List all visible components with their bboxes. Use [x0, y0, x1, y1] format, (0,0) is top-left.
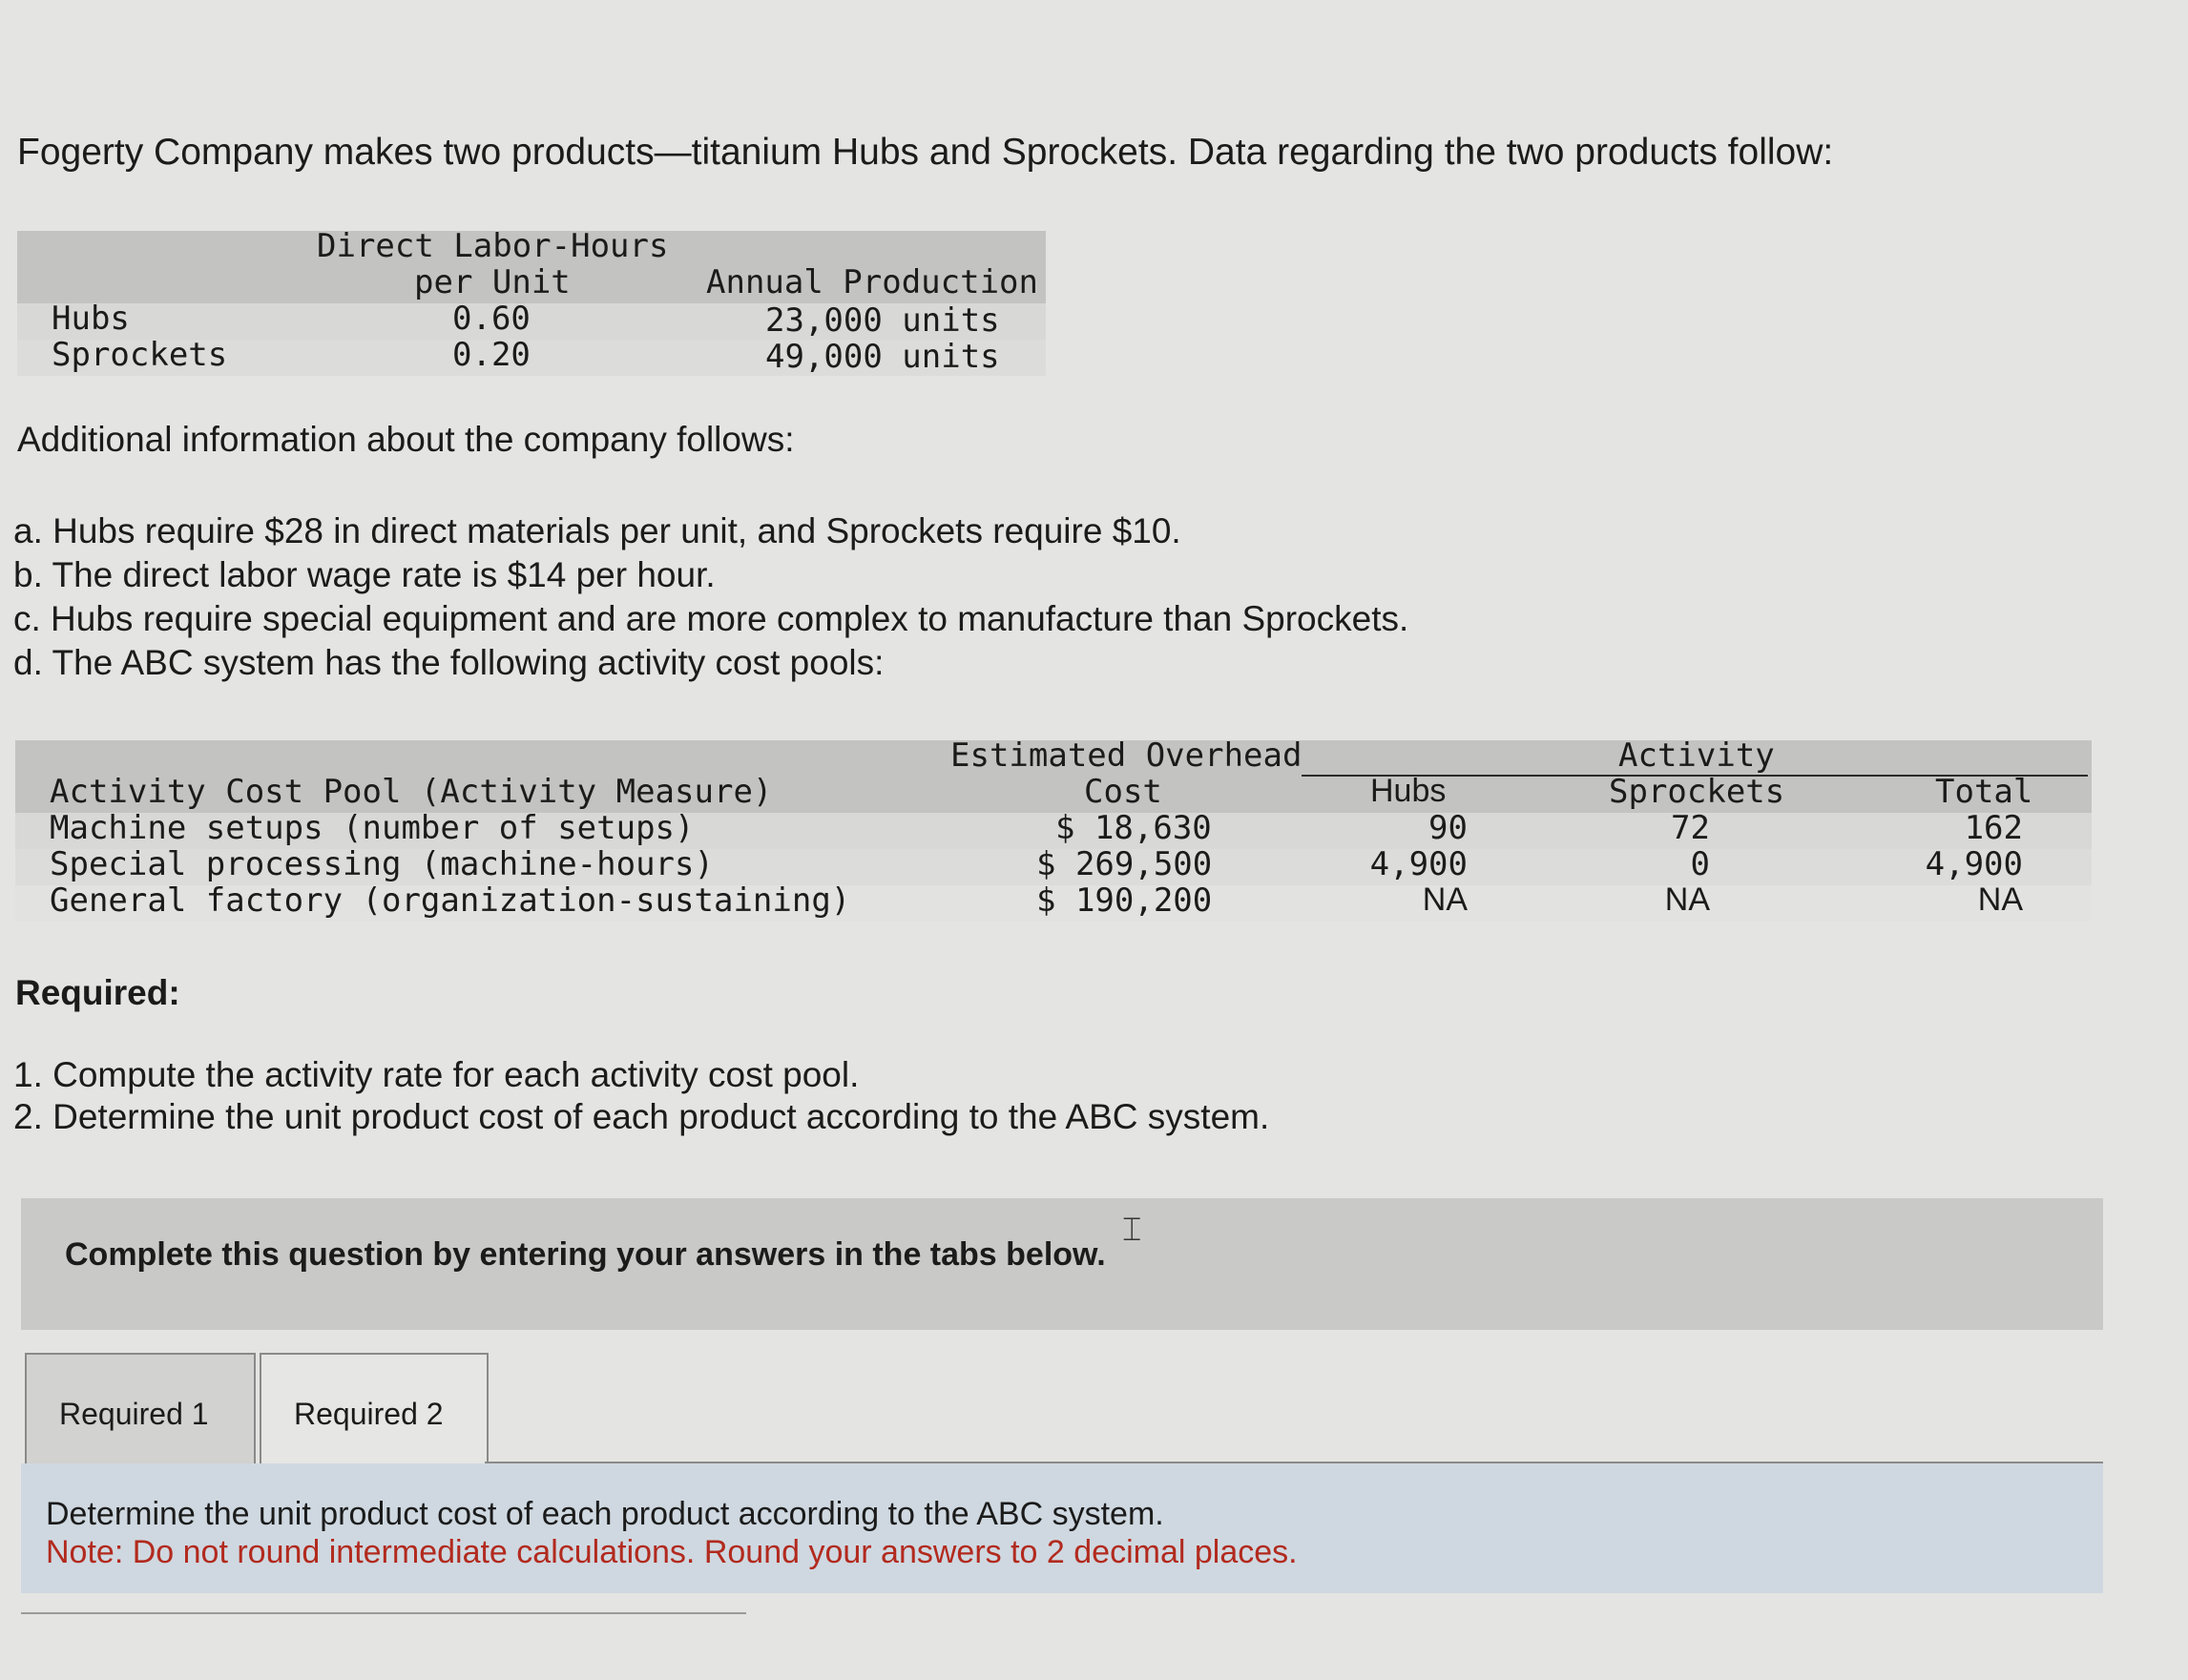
row-dlh: 0.60	[452, 300, 531, 338]
panel-instruction: Determine the unit product cost of each product according to the ABC system.	[46, 1496, 1164, 1532]
required-title: Required:	[15, 973, 180, 1012]
row-name: Hubs	[52, 300, 130, 338]
info-item-d: d. The ABC system has the following activity cost pools:	[13, 643, 885, 682]
row-production: 49,000 units	[765, 338, 1000, 376]
info-item-a: a. Hubs require $28 in direct materials per unit, and Sprockets require $10.	[13, 511, 1181, 550]
pool-cost: $ 190,200	[1036, 881, 1213, 920]
header-cost-line1: Estimated Overhead	[950, 736, 1302, 775]
pool-total: 162	[1964, 809, 2023, 847]
pool-total: 4,900	[1925, 845, 2023, 883]
header-activity: Activity	[1618, 736, 1775, 775]
pool-total: NA	[1977, 881, 2023, 918]
pool-cost: $ 18,630	[1055, 809, 1212, 847]
divider	[21, 1612, 746, 1614]
additional-info-intro: Additional information about the company follows:	[17, 420, 795, 459]
header-dlh-line2: per Unit	[414, 263, 571, 301]
pool-hubs: 90	[1428, 809, 1468, 847]
row-production: 23,000 units	[765, 301, 1000, 340]
pool-sprockets: 0	[1690, 845, 1710, 883]
info-item-c: c. Hubs require special equipment and are more complex to manufacture than Sprockets.	[13, 599, 1409, 638]
header-annual-production: Annual Production	[706, 263, 1038, 301]
product-table	[17, 227, 1046, 376]
pool-sprockets: 72	[1671, 809, 1710, 847]
intro-text: Fogerty Company makes two products—titanium Hubs and Sprockets. Data regarding the two products follow:	[17, 132, 1834, 173]
header-pool: Activity Cost Pool (Activity Measure)	[50, 773, 773, 811]
header-dlh-line1: Direct Labor-Hours	[317, 227, 669, 265]
answer-panel	[21, 1463, 2103, 1593]
header-total: Total	[1935, 773, 2033, 811]
panel-note: Note: Do not round intermediate calculations. Round your answers to 2 decimal places.	[46, 1534, 1298, 1570]
required-item-1: 1. Compute the activity rate for each activity cost pool.	[13, 1055, 860, 1094]
text-cursor-icon: ⌶	[1122, 1212, 1142, 1248]
instruction-banner	[21, 1198, 2103, 1330]
pool-hubs: 4,900	[1369, 845, 1468, 883]
pool-name: Special processing (machine-hours)	[50, 845, 714, 883]
header-hubs: Hubs	[1370, 773, 1447, 809]
tab-label: Required 1	[59, 1397, 209, 1431]
tab-required-2[interactable]	[260, 1353, 489, 1469]
activity-table	[15, 736, 2092, 927]
tab-label: Required 2	[294, 1397, 444, 1431]
instruction-banner-text: Complete this question by entering your answers in the tabs below.	[65, 1236, 1106, 1273]
pool-cost: $ 269,500	[1036, 845, 1213, 883]
header-sprockets: Sprockets	[1609, 773, 1785, 811]
pool-hubs: NA	[1422, 881, 1468, 918]
pool-name: Machine setups (number of setups)	[50, 809, 695, 847]
tab-required-1[interactable]	[25, 1353, 256, 1469]
row-name: Sprockets	[52, 336, 228, 374]
info-item-b: b. The direct labor wage rate is $14 per hour.	[13, 555, 716, 594]
row-dlh: 0.20	[452, 336, 531, 374]
pool-name: General factory (organization-sustaining)	[50, 881, 851, 920]
header-cost-line2: Cost	[1084, 773, 1162, 811]
pool-sprockets: NA	[1664, 881, 1710, 918]
required-item-2: 2. Determine the unit product cost of each product according to the ABC system.	[13, 1097, 1270, 1136]
